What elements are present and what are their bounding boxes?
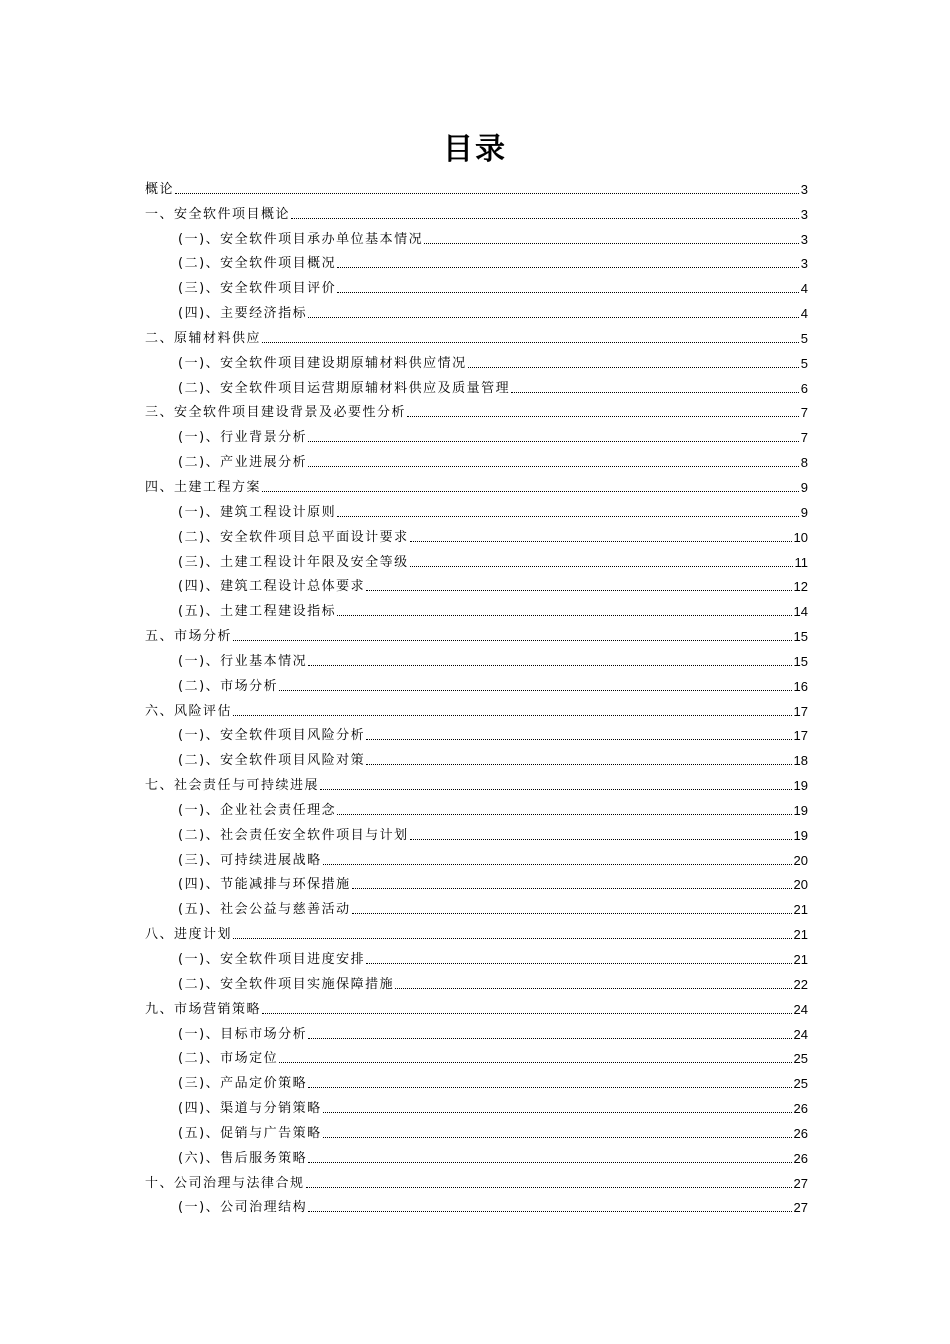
toc-dot-leader bbox=[366, 764, 791, 765]
toc-dot-leader bbox=[308, 317, 799, 318]
toc-entry-label: (一)、目标市场分析 bbox=[178, 1026, 308, 1042]
toc-page-number: 8 bbox=[800, 455, 808, 471]
toc-chapter-entry[interactable] bbox=[145, 621, 808, 646]
toc-dot-leader bbox=[337, 267, 799, 268]
toc-entry-label: 二、原辅材料供应 bbox=[145, 330, 262, 346]
toc-page-number: 19 bbox=[793, 778, 808, 794]
toc-dot-leader bbox=[233, 715, 792, 716]
toc-dot-leader bbox=[395, 988, 791, 989]
toc-section-entry[interactable] bbox=[145, 1019, 808, 1044]
toc-dot-leader bbox=[323, 1137, 792, 1138]
toc-section-entry[interactable] bbox=[145, 348, 808, 373]
toc-entry-label: (二)、安全软件项目实施保障措施 bbox=[178, 976, 395, 992]
toc-chapter-entry[interactable] bbox=[145, 174, 808, 199]
toc-page-number: 7 bbox=[800, 405, 808, 421]
toc-dot-leader bbox=[337, 292, 799, 293]
toc-page-number: 10 bbox=[793, 529, 808, 545]
toc-dot-leader bbox=[410, 541, 792, 542]
toc-page-number: 18 bbox=[793, 753, 808, 769]
toc-page-number: 15 bbox=[793, 629, 808, 645]
toc-dot-leader bbox=[308, 1162, 791, 1163]
toc-dot-leader bbox=[410, 566, 793, 567]
toc-page-number: 11 bbox=[794, 554, 808, 570]
toc-chapter-entry[interactable] bbox=[145, 323, 808, 348]
toc-entry-label: 九、市场营销策略 bbox=[145, 1001, 262, 1017]
toc-entry-label: (一)、安全软件项目进度安排 bbox=[178, 952, 366, 967]
toc-page-number: 3 bbox=[800, 206, 808, 222]
toc-dot-leader bbox=[279, 1062, 791, 1063]
toc-page-number: 22 bbox=[793, 976, 808, 992]
toc-entry-label: (二)、产业进展分析 bbox=[178, 455, 308, 471]
page-title: 目录 bbox=[443, 132, 507, 167]
toc-entry-label: (三)、安全软件项目评价 bbox=[178, 281, 337, 297]
toc-entry-label: 三、安全软件项目建设背景及必要性分析 bbox=[145, 405, 407, 421]
toc-dot-leader bbox=[366, 963, 791, 964]
toc-chapter-entry[interactable] bbox=[145, 770, 808, 795]
toc-dot-leader bbox=[291, 218, 799, 219]
toc-entry-label: (二)、社会责任安全软件项目与计划 bbox=[178, 827, 409, 843]
toc-entry-label: (六)、售后服务策略 bbox=[178, 1150, 308, 1166]
toc-chapter-entry[interactable] bbox=[145, 472, 808, 497]
toc-entry-label: (一)、行业背景分析 bbox=[178, 430, 308, 446]
toc-section-entry[interactable] bbox=[145, 273, 808, 298]
toc-dot-leader bbox=[308, 665, 791, 666]
toc-section-entry[interactable] bbox=[145, 547, 808, 572]
toc-dot-leader bbox=[262, 1013, 792, 1014]
toc-entry-label: (二)、安全软件项目风险对策 bbox=[178, 753, 366, 769]
toc-entry-label: (四)、渠道与分销策略 bbox=[178, 1101, 322, 1117]
toc-entry-label: 一、安全软件项目概论 bbox=[145, 206, 291, 222]
toc-page-number: 5 bbox=[800, 330, 808, 346]
toc-chapter-entry[interactable] bbox=[145, 398, 808, 423]
toc-dot-leader bbox=[262, 342, 799, 343]
toc-page-number: 6 bbox=[800, 380, 808, 396]
toc-chapter-entry[interactable] bbox=[145, 1168, 808, 1193]
toc-dot-leader bbox=[511, 392, 799, 393]
toc-dot-leader bbox=[306, 1187, 792, 1188]
toc-dot-leader bbox=[337, 516, 799, 517]
toc-entry-label: (三)、产品定价策略 bbox=[178, 1076, 308, 1092]
toc-page-number: 21 bbox=[793, 927, 808, 943]
toc-entry-label: (二)、安全软件项目总平面设计要求 bbox=[178, 529, 409, 545]
toc-page-number: 24 bbox=[793, 1026, 808, 1042]
toc-page-number: 9 bbox=[800, 479, 808, 495]
toc-section-entry[interactable] bbox=[145, 224, 808, 249]
toc-section-entry[interactable] bbox=[145, 572, 808, 597]
toc-entry-label: 五、市场分析 bbox=[145, 629, 233, 645]
toc-page-number: 20 bbox=[793, 877, 808, 893]
toc-section-entry[interactable] bbox=[145, 298, 808, 323]
toc-section-entry[interactable] bbox=[145, 447, 808, 472]
toc-entry-label: (一)、安全软件项目承办单位基本情况 bbox=[178, 231, 424, 247]
toc-dot-leader bbox=[262, 491, 799, 492]
toc-dot-leader bbox=[233, 938, 792, 939]
toc-entry-label: (二)、市场定位 bbox=[178, 1051, 279, 1067]
toc-section-entry[interactable] bbox=[145, 1044, 808, 1069]
toc-dot-leader bbox=[279, 690, 791, 691]
toc-section-entry[interactable] bbox=[145, 1143, 808, 1168]
toc-section-entry[interactable] bbox=[145, 870, 808, 895]
toc-section-entry[interactable] bbox=[145, 522, 808, 547]
toc-section-entry[interactable] bbox=[145, 422, 808, 447]
toc-section-entry[interactable] bbox=[145, 820, 808, 845]
toc-dot-leader bbox=[308, 1211, 791, 1212]
toc-section-entry[interactable] bbox=[145, 721, 808, 746]
toc-dot-leader bbox=[175, 193, 799, 194]
toc-page-number: 24 bbox=[793, 1001, 808, 1017]
toc-dot-leader bbox=[320, 789, 792, 790]
toc-dot-leader bbox=[468, 367, 799, 368]
toc-page-number: 3 bbox=[800, 231, 808, 247]
toc-page-number: 17 bbox=[793, 728, 808, 744]
toc-section-entry[interactable] bbox=[145, 1193, 808, 1218]
toc-section-entry[interactable] bbox=[145, 671, 808, 696]
toc-entry-label: 七、社会责任与可持续进展 bbox=[145, 778, 320, 794]
toc-entry-label: (一)、安全软件项目建设期原辅材料供应情况 bbox=[178, 355, 467, 371]
toc-page-number: 25 bbox=[793, 1051, 808, 1067]
toc-page-number: 12 bbox=[793, 579, 808, 595]
toc-entry-label: (一)、行业基本情况 bbox=[178, 653, 308, 669]
toc-dot-leader bbox=[337, 615, 791, 616]
toc-page-number: 17 bbox=[793, 703, 808, 719]
toc-entry-label: 六、风险评估 bbox=[145, 703, 233, 719]
toc-dot-leader bbox=[323, 1112, 792, 1113]
toc-dot-leader bbox=[424, 243, 799, 244]
toc-entry-label: 十、公司治理与法律合规 bbox=[145, 1175, 305, 1191]
toc-page-number: 26 bbox=[793, 1101, 808, 1117]
toc-entry-label: (五)、社会公益与慈善活动 bbox=[178, 902, 351, 918]
toc-page-number: 5 bbox=[800, 355, 808, 371]
toc-section-entry[interactable] bbox=[145, 596, 808, 621]
toc-page-number: 14 bbox=[793, 604, 808, 620]
toc-entry-label: (一)、安全软件项目风险分析 bbox=[178, 728, 366, 744]
toc-page-number: 3 bbox=[800, 256, 808, 272]
toc-chapter-entry[interactable] bbox=[145, 994, 808, 1019]
toc-section-entry[interactable] bbox=[145, 1093, 808, 1118]
toc-entry-label: (四)、建筑工程设计总体要求 bbox=[178, 579, 366, 595]
toc-section-entry[interactable] bbox=[145, 1068, 808, 1093]
toc-section-entry[interactable] bbox=[145, 845, 808, 870]
toc-page-number: 27 bbox=[793, 1200, 808, 1216]
toc-dot-leader bbox=[366, 739, 791, 740]
toc-page-number: 15 bbox=[793, 653, 808, 669]
toc-section-entry[interactable] bbox=[145, 1118, 808, 1143]
toc-dot-leader bbox=[308, 1087, 791, 1088]
toc-entry-label: (三)、土建工程设计年限及安全等级 bbox=[178, 554, 409, 570]
toc-entry-label: (一)、建筑工程设计原则 bbox=[178, 504, 337, 520]
toc-page-number: 7 bbox=[800, 430, 808, 446]
toc-entry-label: (二)、市场分析 bbox=[178, 678, 279, 694]
toc-section-entry[interactable] bbox=[145, 249, 808, 274]
toc-entry-label: (四)、主要经济指标 bbox=[178, 306, 308, 322]
toc-dot-leader bbox=[352, 913, 792, 914]
toc-page-number: 20 bbox=[793, 852, 808, 868]
toc-page-number: 26 bbox=[793, 1150, 808, 1166]
toc-section-entry[interactable] bbox=[145, 944, 808, 969]
toc-page-number: 27 bbox=[793, 1175, 808, 1191]
toc-dot-leader bbox=[308, 441, 799, 442]
toc-entry-label: 八、进度计划 bbox=[145, 927, 233, 943]
toc-section-entry[interactable] bbox=[145, 373, 808, 398]
toc-entry-label: (一)、企业社会责任理念 bbox=[178, 802, 337, 818]
toc-entry-label: 四、土建工程方案 bbox=[145, 479, 262, 495]
toc-page-number: 16 bbox=[793, 678, 808, 694]
toc-dot-leader bbox=[308, 1038, 791, 1039]
toc-page-number: 21 bbox=[793, 952, 808, 967]
toc-section-entry[interactable] bbox=[145, 894, 808, 919]
toc-dot-leader bbox=[323, 864, 792, 865]
toc-section-entry[interactable] bbox=[145, 795, 808, 820]
toc-dot-leader bbox=[352, 888, 792, 889]
toc-dot-leader bbox=[233, 640, 792, 641]
toc-chapter-entry[interactable] bbox=[145, 199, 808, 224]
toc-section-entry[interactable] bbox=[145, 646, 808, 671]
toc-chapter-entry[interactable] bbox=[145, 919, 808, 944]
toc-entry-label: (一)、公司治理结构 bbox=[178, 1200, 308, 1216]
toc-chapter-entry[interactable] bbox=[145, 696, 808, 721]
toc-entry-label: (五)、促销与广告策略 bbox=[178, 1125, 322, 1141]
toc-entry-label: (二)、安全软件项目概况 bbox=[178, 256, 337, 272]
toc-entry-label: (四)、节能减排与环保措施 bbox=[178, 877, 351, 893]
toc-dot-leader bbox=[410, 839, 792, 840]
table-of-contents bbox=[145, 174, 808, 1217]
toc-entry-label: (二)、安全软件项目运营期原辅材料供应及质量管理 bbox=[178, 380, 511, 396]
toc-page-number: 19 bbox=[793, 827, 808, 843]
toc-dot-leader bbox=[337, 814, 791, 815]
toc-section-entry[interactable] bbox=[145, 745, 808, 770]
toc-page-number: 26 bbox=[793, 1125, 808, 1141]
toc-entry-label: (三)、可持续进展战略 bbox=[178, 852, 322, 868]
toc-page-number: 3 bbox=[800, 181, 808, 197]
toc-dot-leader bbox=[308, 466, 799, 467]
toc-section-entry[interactable] bbox=[145, 497, 808, 522]
toc-page-number: 4 bbox=[800, 281, 808, 297]
toc-page-number: 19 bbox=[793, 802, 808, 818]
toc-page-number: 4 bbox=[800, 306, 808, 322]
toc-dot-leader bbox=[366, 590, 791, 591]
toc-section-entry[interactable] bbox=[145, 969, 808, 994]
toc-entry-label: 概论 bbox=[145, 181, 175, 197]
toc-entry-label: (五)、土建工程建设指标 bbox=[178, 604, 337, 620]
toc-page-number: 25 bbox=[793, 1076, 808, 1092]
toc-page-number: 9 bbox=[800, 504, 808, 520]
toc-page-number: 21 bbox=[793, 902, 808, 918]
toc-dot-leader bbox=[407, 416, 799, 417]
